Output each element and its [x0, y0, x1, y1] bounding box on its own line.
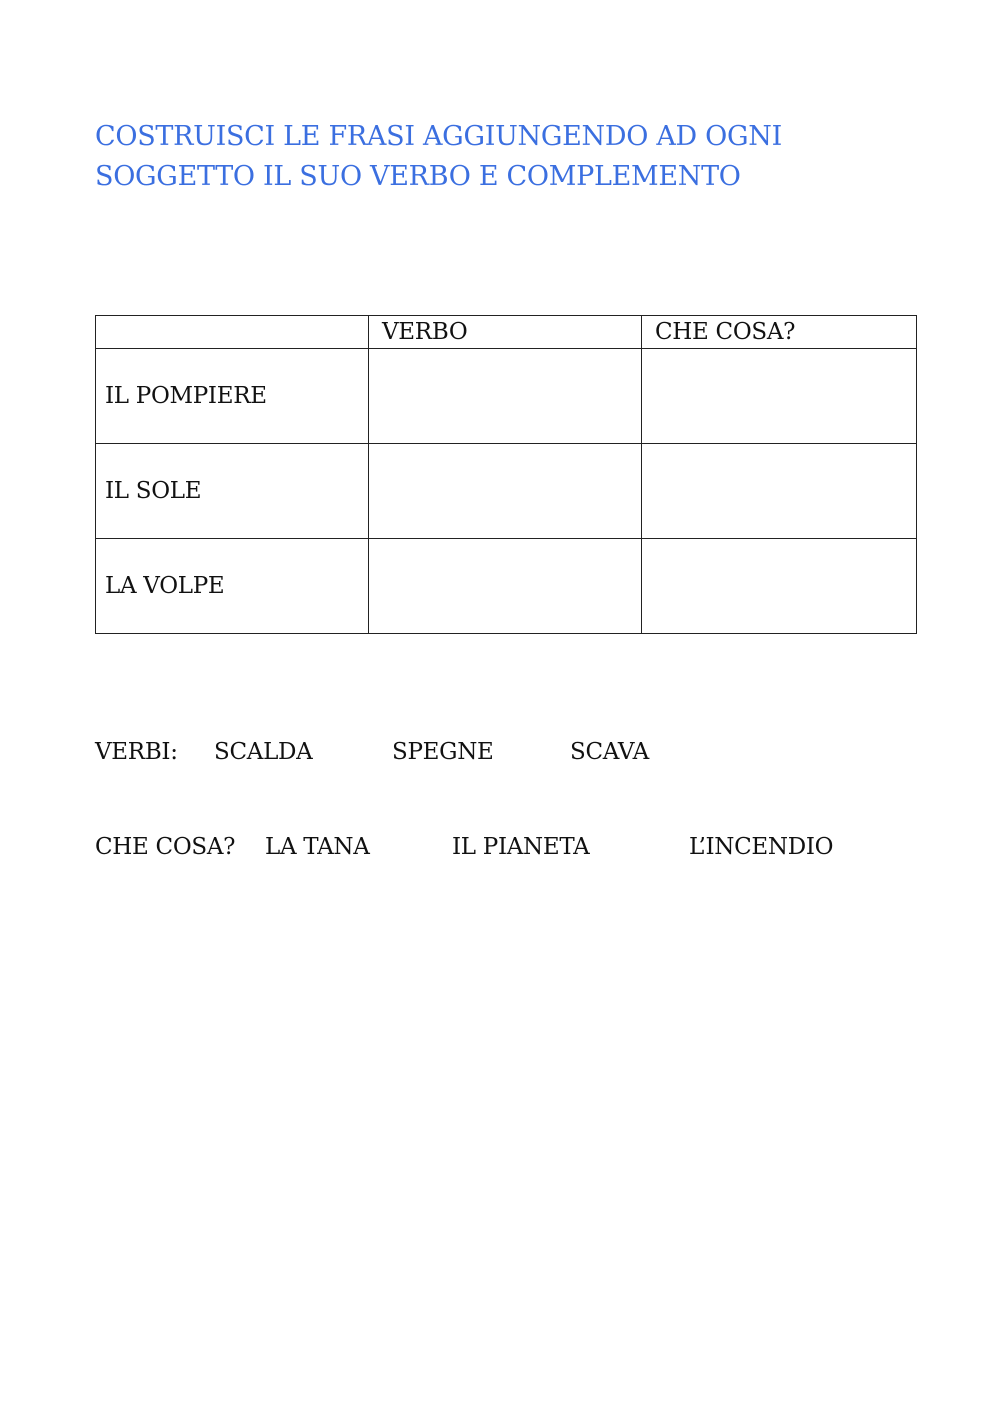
object-answer-cell[interactable]: [642, 539, 917, 634]
object-answer-cell[interactable]: [642, 444, 917, 539]
verb-answer-cell[interactable]: [369, 539, 642, 634]
verb-bank-label: VERBI:: [95, 739, 178, 765]
subject-cell: LA VOLPE: [96, 539, 369, 634]
object-option[interactable]: IL PIANETA: [452, 834, 590, 860]
object-option[interactable]: L’INCENDIO: [689, 834, 834, 860]
subject-cell: IL SOLE: [96, 444, 369, 539]
header-cell-object: CHE COSA?: [642, 316, 917, 349]
verb-option[interactable]: SCALDA: [214, 739, 313, 765]
object-bank-label: CHE COSA?: [95, 834, 236, 860]
object-option[interactable]: LA TANA: [265, 834, 370, 860]
subject-cell: IL POMPIERE: [96, 349, 369, 444]
title-line-1: COSTRUISCI LE FRASI AGGIUNGENDO AD OGNI: [95, 121, 782, 152]
header-cell-subject: [96, 316, 369, 349]
title-line-2: SOGGETTO IL SUO VERBO E COMPLEMENTO: [95, 161, 741, 192]
table-row: [96, 444, 917, 539]
table-row: [96, 349, 917, 444]
object-answer-cell[interactable]: [642, 349, 917, 444]
verb-option[interactable]: SCAVA: [570, 739, 649, 765]
sentence-table: [95, 315, 917, 634]
header-cell-verb: VERBO: [369, 316, 642, 349]
verb-answer-cell[interactable]: [369, 444, 642, 539]
table-row: [96, 539, 917, 634]
worksheet-title: [95, 117, 915, 197]
table-header-row: [96, 316, 917, 349]
verb-answer-cell[interactable]: [369, 349, 642, 444]
verb-option[interactable]: SPEGNE: [392, 739, 494, 765]
